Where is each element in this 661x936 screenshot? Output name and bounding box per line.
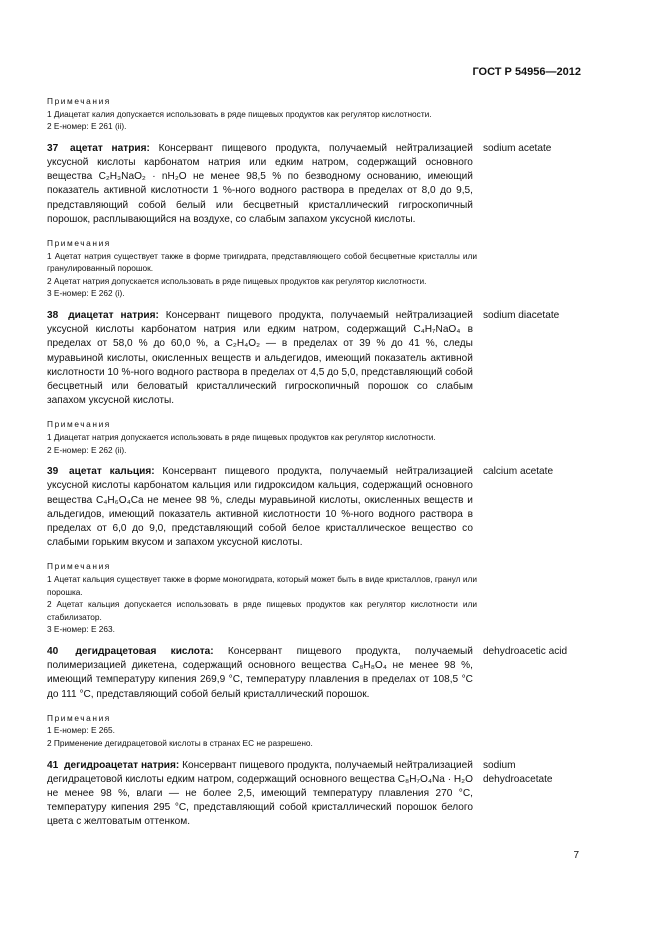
term-entry-39 [47,465,582,550]
note-line: 1 Диацетат натрия допускается использовать в ряде пищевых продуктов как регулятор кислотности. [47,431,436,442]
note-line: 1 Ацетат натрия существует также в форме тригидрата, представляющего собой бесцветные кристаллы или гранулированный порошок. [47,250,477,274]
page-number: 7 [573,850,579,861]
note-line: 3 Е-номер: Е 262 (i). [47,288,125,299]
page-body [47,95,582,840]
note-title: Примечания [47,419,111,430]
entry-english-term: dehydroacetic acid [482,645,568,657]
entry-english-term: sodium diacetate [482,309,560,321]
note-block [47,95,477,133]
note-line: 2 Е-номер: Е 262 (ii). [47,444,127,455]
note-title: Примечания [47,712,111,723]
entry-english-term: calcium acetate [482,466,554,478]
note-title: Примечания [47,96,111,106]
entry-definition [47,465,473,550]
term-entry-38 [47,309,582,408]
entry-number: 38 [47,309,59,321]
entry-term: ацетат кальция: [69,466,155,478]
note-line: 3 Е-номер: Е 263. [47,624,115,635]
note-block [47,712,477,750]
entry-term: ацетат натрия: [70,142,150,154]
note-line: 1 Диацетат калия допускается использовать в ряде пищевых продуктов как регулятор кислотности. [47,108,432,119]
entry-text: Консервант пищевого продукта, получаемый полимеризацией дикетена, содержащий основного вещества C₈H₈O₄ не менее 98 %, имеющий температуру кипения 269,9 °С, температуру плавления в пределах от 108,5 °С до 111 °С, представляющий собой белый кристаллический порошок. [47,645,473,700]
entry-definition [47,309,473,408]
entry-term: дегидрацетовая кислота: [75,645,214,657]
term-entry-41 [47,759,582,830]
entry-text: Консервант пищевого продукта, получаемый нейтрализацией уксусной кислоты карбонатом кальция или гидроксидом кальция, содержащий основного вещества C₄H₆O₄Ca не менее 98 %, следы муравьиной кислоты, окисленных веществ и альдегидов, имеющий показатель активной кислотности 10 %-ного водного раствора в пределах от 6,0 до 9,0, представляющий собой белое кристаллическое вещество со слабыми горьким вкусом и запахом уксусной кислоты. [47,466,473,549]
note-line: 1 Ацетат кальция существует также в форме моногидрата, который может быть в виде кристаллов, гранул или порошка. [47,573,477,597]
entry-definition [47,142,473,227]
entry-number: 41 [47,759,59,771]
entry-term: диацетат натрия: [68,309,159,321]
note-title: Примечания [47,238,111,248]
note-block [47,418,477,456]
note-title: Примечания [47,561,111,572]
entry-text: Консервант пищевого продукта, получаемый нейтрализацией уксусной кислоты карбонатом натрия или едким натром, содержащий C₄H₇NaO₄ в пределах от 58,0 % до 60,0 %, а C₂H₄O₂ — в пределах от 39 % до 41 %, следы муравьиной кислоты, окисленных веществ и альдегидов, имеющий показатель активной кислотности 10 %-ного водного раствора в пределах от 4,5 до 5,0, представляющий собой бесцветный или беловатый кристаллический гигроскопичный порошок со слабым запахом уксусной кислоты. [47,309,473,407]
document-header: ГОСТ Р 54956—2012 [472,66,581,78]
entry-text: Консервант пищевого продукта, получаемый нейтрализацией дегидрацетовой кислоты едким натром, содержащий основного вещества C₈H₇O₄Na · H₂O не менее 98 %, влаги — не более 2,5, имеющий температуру плавления 270 °С, температуру кипения 295 °С, представляющий собой кристаллический порошок белого цвета с желтоватым оттенком. [47,759,473,828]
entry-number: 39 [47,466,59,478]
entry-english-term: sodium acetate [482,142,552,154]
note-line: 2 Ацетат натрия допускается использовать в ряде пищевых продуктов как регулятор кислотности. [47,275,427,286]
term-entry-40 [47,645,582,702]
note-line: 2 Применение дегидрацетовой кислоты в странах ЕС не разрешено. [47,737,313,748]
entry-english-term: sodium dehydroacetate [482,759,553,785]
note-line: 1 Е-номер: Е 265. [47,725,115,736]
entry-definition [47,759,473,830]
note-block [47,560,477,636]
term-entry-37 [47,142,582,227]
entry-definition [47,645,473,702]
entry-number: 40 [47,645,59,657]
entry-term: дегидроацетат натрия: [64,759,180,771]
note-block [47,237,477,300]
note-line: 2 Е-номер: Е 261 (ii). [47,121,127,132]
entry-text: Консервант пищевого продукта, получаемый нейтрализацией уксусной кислоты карбонатом натрия или едким натром, содержащий основного вещества C₂H₃NaO₂ · nH₂O не менее 98,5 % по безводному основанию, имеющий показатель активной кислотности 1 %-ного водного раствора в пределах от 8,0 до 9,5, представляющий собой белый или бесцветный кристаллический гигроскопичный порошок, расплывающийся на воздухе, со слабым запахом уксусной кислоты. [47,142,473,225]
note-line: 2 Ацетат кальция допускается использовать в ряде пищевых продуктов как регулятор кислотности или стабилизатор. [47,599,477,622]
entry-number: 37 [47,142,59,154]
